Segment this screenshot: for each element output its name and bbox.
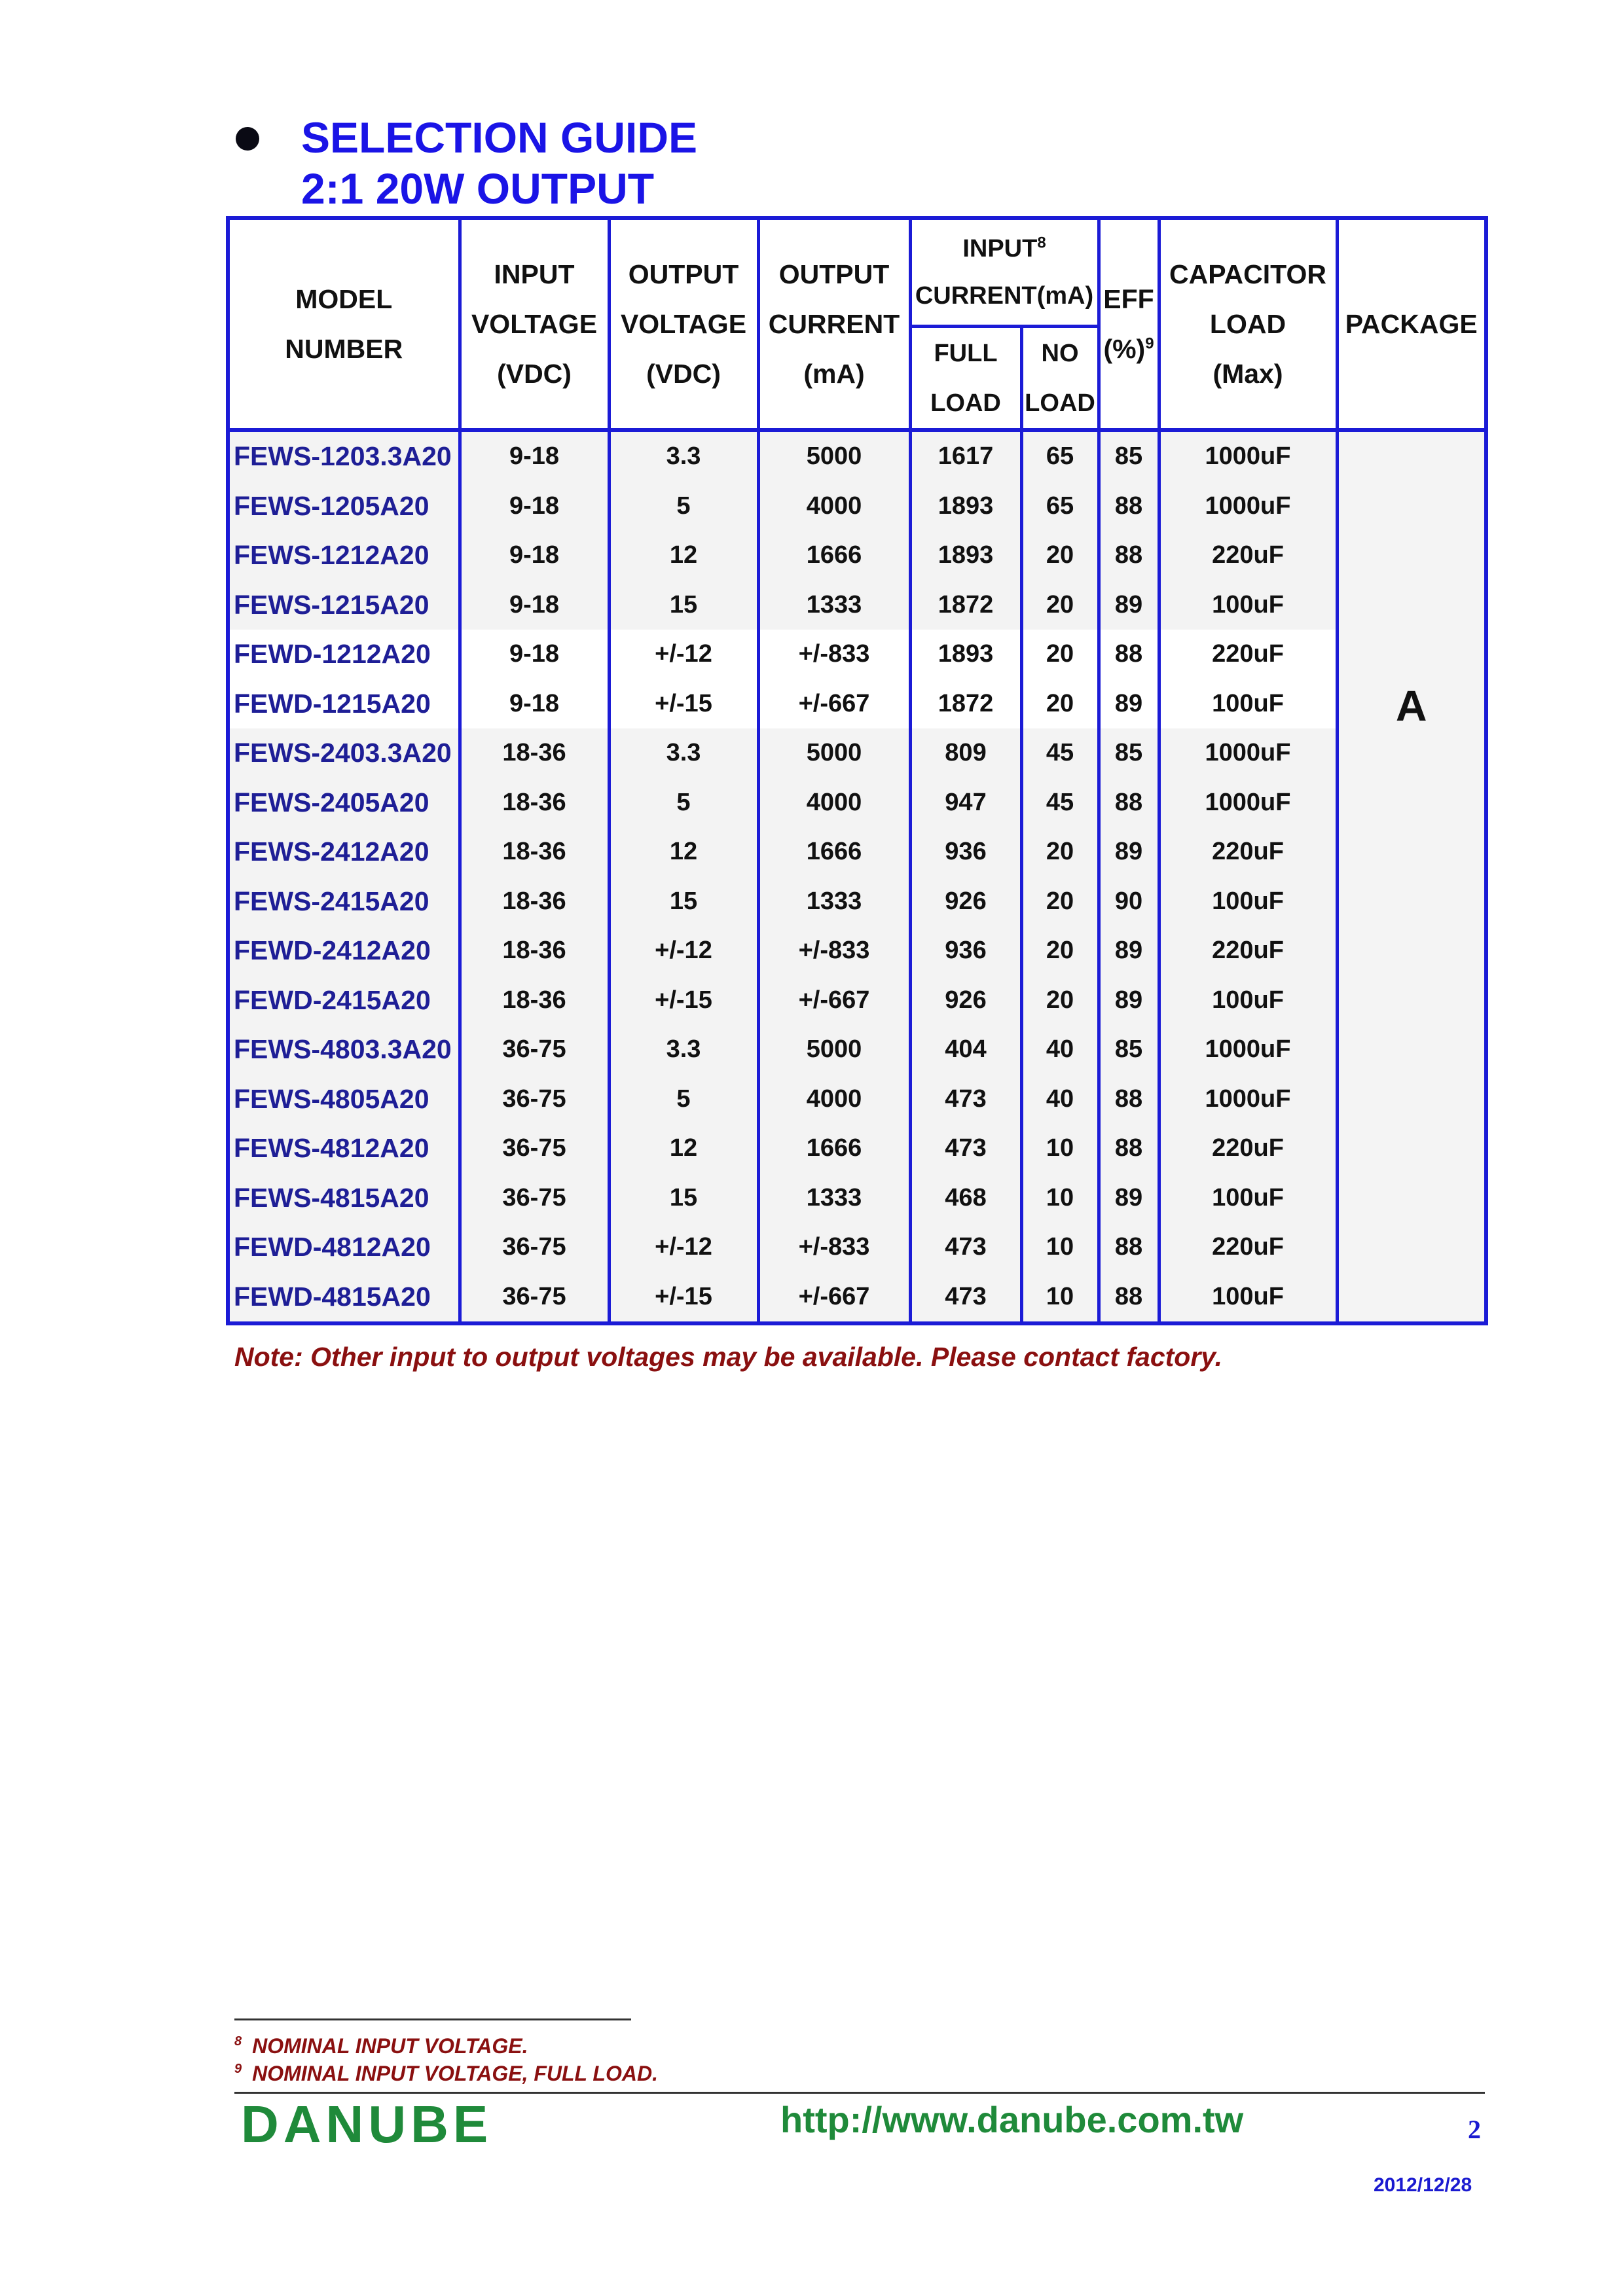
no-load-cell: 20 (1021, 679, 1099, 729)
output-current-cell: 5000 (758, 728, 910, 778)
input-voltage-cell: 36-75 (460, 1075, 609, 1124)
full-load-cell: 473 (910, 1223, 1021, 1272)
no-load-cell: 45 (1021, 728, 1099, 778)
model-cell: FEWD-4815A20 (228, 1272, 460, 1324)
capacitor-cell: 1000uF (1159, 430, 1337, 482)
header-eff-unit: (%) (1103, 334, 1146, 364)
output-current-cell: 5000 (758, 1025, 910, 1075)
capacitor-cell: 100uF (1159, 1272, 1337, 1324)
model-cell: FEWD-1215A20 (228, 679, 460, 729)
header-eff-line2 (1101, 324, 1158, 374)
heading-title: SELECTION GUIDE (301, 113, 698, 162)
output-voltage-cell: +/-15 (609, 976, 758, 1026)
input-voltage-cell: 36-75 (460, 1124, 609, 1174)
header-eff-line1: EFF (1103, 284, 1154, 314)
table-row (228, 679, 1486, 729)
model-cell: FEWS-2405A20 (228, 778, 460, 828)
eff-cell: 88 (1099, 1075, 1159, 1124)
output-voltage-cell: 3.3 (609, 728, 758, 778)
no-load-cell: 10 (1021, 1174, 1099, 1223)
header-full-load-line2: LOAD (930, 389, 1001, 417)
note-text: Note: Other input to output voltages may be available. Please contact factory. (234, 1342, 1222, 1372)
output-voltage-cell: 12 (609, 1124, 758, 1174)
capacitor-cell: 220uF (1159, 926, 1337, 976)
output-current-cell: 4000 (758, 482, 910, 531)
no-load-cell: 40 (1021, 1025, 1099, 1075)
no-load-cell: 45 (1021, 778, 1099, 828)
no-load-cell: 10 (1021, 1124, 1099, 1174)
eff-cell: 89 (1099, 581, 1159, 630)
footer-divider (234, 2092, 1485, 2094)
input-voltage-cell: 36-75 (460, 1174, 609, 1223)
full-load-cell: 1893 (910, 482, 1021, 531)
output-current-cell: 1333 (758, 877, 910, 927)
output-voltage-cell: 12 (609, 827, 758, 877)
output-voltage-cell: +/-12 (609, 926, 758, 976)
capacitor-cell: 220uF (1159, 630, 1337, 679)
capacitor-cell: 100uF (1159, 976, 1337, 1026)
output-current-cell: +/-833 (758, 926, 910, 976)
eff-cell: 88 (1099, 778, 1159, 828)
model-cell: FEWS-2415A20 (228, 877, 460, 927)
package-cell: A (1337, 430, 1486, 1323)
output-current-cell: +/-667 (758, 679, 910, 729)
full-load-cell: 468 (910, 1174, 1021, 1223)
capacitor-cell: 100uF (1159, 1174, 1337, 1223)
output-current-cell: 1333 (758, 581, 910, 630)
eff-cell: 89 (1099, 827, 1159, 877)
output-voltage-cell: 3.3 (609, 1025, 758, 1075)
model-cell: FEWS-1203.3A20 (228, 430, 460, 482)
full-load-cell: 926 (910, 877, 1021, 927)
header-no-load-line2: LOAD (1025, 389, 1095, 417)
no-load-cell: 20 (1021, 581, 1099, 630)
eff-cell: 89 (1099, 1174, 1159, 1223)
capacitor-cell: 1000uF (1159, 728, 1337, 778)
eff-cell: 89 (1099, 926, 1159, 976)
output-current-cell: +/-667 (758, 1272, 910, 1324)
table-row (228, 1025, 1486, 1075)
capacitor-cell: 1000uF (1159, 1075, 1337, 1124)
footnote-ref-8: 8 (1037, 234, 1046, 252)
header-model-line1: MODEL (295, 284, 393, 314)
full-load-cell: 1893 (910, 531, 1021, 581)
table-body (228, 430, 1486, 1323)
capacitor-cell: 100uF (1159, 679, 1337, 729)
header-input-current-label: INPUT (962, 235, 1038, 262)
header-output-current (758, 218, 910, 430)
output-voltage-cell: 5 (609, 1075, 758, 1124)
header-capacitor (1159, 218, 1337, 430)
input-voltage-cell: 9-18 (460, 482, 609, 531)
output-current-cell: +/-833 (758, 1223, 910, 1272)
header-output-voltage (609, 218, 758, 430)
table-row (228, 976, 1486, 1026)
input-voltage-cell: 9-18 (460, 581, 609, 630)
eff-cell: 88 (1099, 630, 1159, 679)
header-package: PACKAGE (1337, 218, 1486, 430)
brand-logo: DANUBE (241, 2095, 493, 2153)
output-voltage-cell: +/-12 (609, 630, 758, 679)
heading-subtitle: 2:1 20W OUTPUT (301, 164, 655, 213)
output-voltage-cell: 5 (609, 778, 758, 828)
output-voltage-cell: 12 (609, 531, 758, 581)
header-capacitor-line2: LOAD (1209, 309, 1286, 339)
website-link[interactable]: http://www.danube.com.tw (780, 2099, 1244, 2140)
eff-cell: 85 (1099, 1025, 1159, 1075)
no-load-cell: 10 (1021, 1223, 1099, 1272)
no-load-cell: 65 (1021, 482, 1099, 531)
no-load-cell: 20 (1021, 926, 1099, 976)
input-voltage-cell: 9-18 (460, 630, 609, 679)
full-load-cell: 926 (910, 976, 1021, 1026)
footnote-divider (234, 2018, 631, 2020)
table-row (228, 1223, 1486, 1272)
header-input-voltage-line2: VOLTAGE (471, 309, 598, 339)
footnote-ref-9: 9 (1145, 334, 1154, 353)
table-row (228, 827, 1486, 877)
model-cell: FEWS-1215A20 (228, 581, 460, 630)
table-row (228, 581, 1486, 630)
header-no-load-line1: NO (1041, 339, 1079, 367)
footnote-text: NOMINAL INPUT VOLTAGE. (252, 2034, 528, 2058)
header-output-voltage-line3: (VDC) (646, 359, 721, 389)
full-load-cell: 809 (910, 728, 1021, 778)
header-full-load-line1: FULL (934, 339, 998, 367)
full-load-cell: 947 (910, 778, 1021, 828)
capacitor-cell: 100uF (1159, 581, 1337, 630)
selection-guide-table (226, 216, 1488, 1325)
header-input-voltage-line1: INPUT (494, 259, 575, 289)
output-current-cell: 1333 (758, 1174, 910, 1223)
header-input-voltage (460, 218, 609, 430)
eff-cell: 85 (1099, 430, 1159, 482)
header-output-voltage-line1: OUTPUT (628, 259, 739, 289)
footnote-number: 9 (234, 2062, 242, 2077)
table-row (228, 728, 1486, 778)
model-cell: FEWS-2403.3A20 (228, 728, 460, 778)
model-cell: FEWS-2412A20 (228, 827, 460, 877)
footnote-9 (234, 2062, 658, 2086)
eff-cell: 88 (1099, 482, 1159, 531)
eff-cell: 85 (1099, 728, 1159, 778)
header-input-current-line1 (912, 225, 1097, 272)
no-load-cell: 10 (1021, 1272, 1099, 1324)
input-voltage-cell: 9-18 (460, 531, 609, 581)
input-voltage-cell: 18-36 (460, 728, 609, 778)
input-voltage-cell: 36-75 (460, 1272, 609, 1324)
model-cell: FEWS-4815A20 (228, 1174, 460, 1223)
table-row (228, 531, 1486, 581)
model-cell: FEWS-4812A20 (228, 1124, 460, 1174)
header-model-line2: NUMBER (285, 334, 403, 364)
model-cell: FEWD-2415A20 (228, 976, 460, 1026)
eff-cell: 88 (1099, 1223, 1159, 1272)
header-input-current (910, 218, 1099, 327)
output-current-cell: 4000 (758, 1075, 910, 1124)
bullet-icon (236, 127, 259, 151)
output-voltage-cell: +/-15 (609, 1272, 758, 1324)
input-voltage-cell: 18-36 (460, 976, 609, 1026)
input-voltage-cell: 9-18 (460, 430, 609, 482)
no-load-cell: 20 (1021, 976, 1099, 1026)
full-load-cell: 473 (910, 1272, 1021, 1324)
full-load-cell: 936 (910, 926, 1021, 976)
full-load-cell: 1872 (910, 679, 1021, 729)
eff-cell: 88 (1099, 531, 1159, 581)
footnote-number: 8 (234, 2034, 242, 2049)
table-row (228, 630, 1486, 679)
table-row (228, 1124, 1486, 1174)
table-row (228, 1174, 1486, 1223)
full-load-cell: 1617 (910, 430, 1021, 482)
no-load-cell: 20 (1021, 630, 1099, 679)
header-row (228, 218, 1486, 327)
table-row (228, 778, 1486, 828)
footnote-8 (234, 2034, 528, 2058)
capacitor-cell: 1000uF (1159, 778, 1337, 828)
output-voltage-cell: 3.3 (609, 430, 758, 482)
no-load-cell: 20 (1021, 531, 1099, 581)
full-load-cell: 936 (910, 827, 1021, 877)
model-cell: FEWS-1205A20 (228, 482, 460, 531)
header-full-load (910, 327, 1021, 431)
output-voltage-cell: 15 (609, 877, 758, 927)
output-current-cell: 1666 (758, 531, 910, 581)
table-row (228, 877, 1486, 927)
eff-cell: 89 (1099, 976, 1159, 1026)
input-voltage-cell: 18-36 (460, 778, 609, 828)
capacitor-cell: 1000uF (1159, 482, 1337, 531)
header-input-current-line2: CURRENT(mA) (915, 282, 1094, 310)
full-load-cell: 1872 (910, 581, 1021, 630)
capacitor-cell: 220uF (1159, 1124, 1337, 1174)
table-row (228, 430, 1486, 482)
full-load-cell: 473 (910, 1075, 1021, 1124)
output-current-cell: 5000 (758, 430, 910, 482)
model-cell: FEWS-4803.3A20 (228, 1025, 460, 1075)
full-load-cell: 473 (910, 1124, 1021, 1174)
no-load-cell: 65 (1021, 430, 1099, 482)
output-current-cell: +/-667 (758, 976, 910, 1026)
output-current-cell: 1666 (758, 1124, 910, 1174)
header-no-load (1021, 327, 1099, 431)
header-output-current-line2: CURRENT (768, 309, 900, 339)
footnote-text: NOMINAL INPUT VOLTAGE, FULL LOAD. (252, 2062, 658, 2085)
model-cell: FEWD-4812A20 (228, 1223, 460, 1272)
header-eff (1099, 218, 1159, 430)
capacitor-cell: 220uF (1159, 827, 1337, 877)
capacitor-cell: 220uF (1159, 531, 1337, 581)
page-number: 2 (1468, 2115, 1481, 2144)
output-current-cell: +/-833 (758, 630, 910, 679)
output-voltage-cell: 5 (609, 482, 758, 531)
full-load-cell: 1893 (910, 630, 1021, 679)
capacitor-cell: 100uF (1159, 877, 1337, 927)
output-voltage-cell: +/-12 (609, 1223, 758, 1272)
header-output-current-line3: (mA) (803, 359, 865, 389)
table-row (228, 1272, 1486, 1324)
header-input-voltage-line3: (VDC) (497, 359, 572, 389)
output-current-cell: 4000 (758, 778, 910, 828)
model-cell: FEWS-4805A20 (228, 1075, 460, 1124)
output-voltage-cell: 15 (609, 1174, 758, 1223)
eff-cell: 88 (1099, 1124, 1159, 1174)
header-output-current-line1: OUTPUT (778, 259, 890, 289)
header-model (228, 218, 460, 430)
eff-cell: 89 (1099, 679, 1159, 729)
capacitor-cell: 220uF (1159, 1223, 1337, 1272)
output-voltage-cell: +/-15 (609, 679, 758, 729)
input-voltage-cell: 18-36 (460, 827, 609, 877)
input-voltage-cell: 9-18 (460, 679, 609, 729)
model-cell: FEWS-1212A20 (228, 531, 460, 581)
no-load-cell: 40 (1021, 1075, 1099, 1124)
header-capacitor-line1: CAPACITOR (1169, 259, 1326, 289)
model-cell: FEWD-1212A20 (228, 630, 460, 679)
input-voltage-cell: 18-36 (460, 877, 609, 927)
model-cell: FEWD-2412A20 (228, 926, 460, 976)
header-capacitor-line3: (Max) (1213, 359, 1283, 389)
no-load-cell: 20 (1021, 877, 1099, 927)
eff-cell: 88 (1099, 1272, 1159, 1324)
input-voltage-cell: 36-75 (460, 1223, 609, 1272)
no-load-cell: 20 (1021, 827, 1099, 877)
table-row (228, 1075, 1486, 1124)
table-row (228, 482, 1486, 531)
capacitor-cell: 1000uF (1159, 1025, 1337, 1075)
input-voltage-cell: 18-36 (460, 926, 609, 976)
full-load-cell: 404 (910, 1025, 1021, 1075)
output-current-cell: 1666 (758, 827, 910, 877)
document-date: 2012/12/28 (1374, 2174, 1472, 2196)
header-output-voltage-line2: VOLTAGE (620, 309, 747, 339)
eff-cell: 90 (1099, 877, 1159, 927)
output-voltage-cell: 15 (609, 581, 758, 630)
table-row (228, 926, 1486, 976)
input-voltage-cell: 36-75 (460, 1025, 609, 1075)
